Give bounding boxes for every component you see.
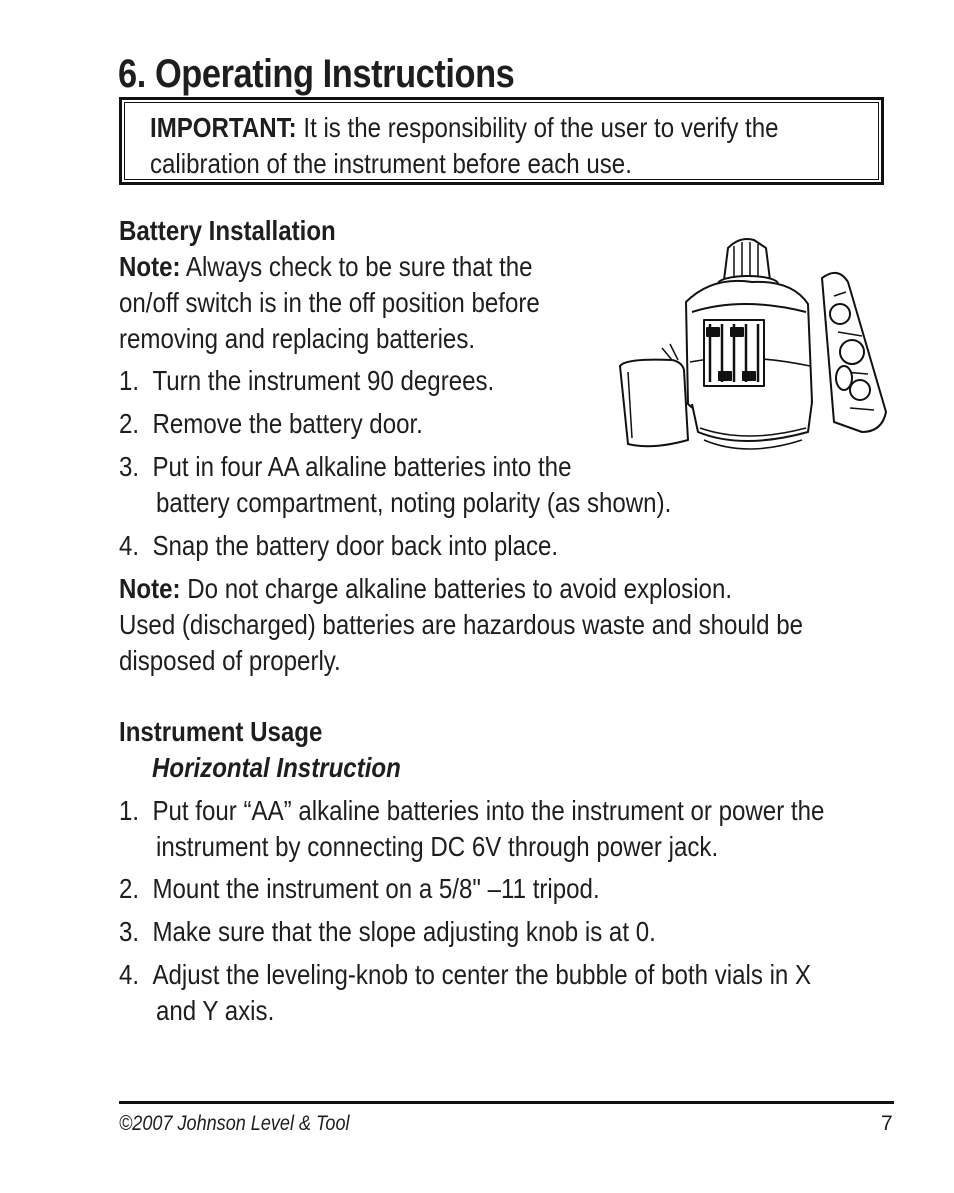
battery-step-4	[119, 528, 558, 564]
alkaline-note	[119, 571, 732, 607]
step-text: Remove the battery door.	[152, 408, 423, 439]
page-title: 6. Operating Instructions	[118, 52, 515, 96]
usage-step-4-continued: and Y axis.	[156, 995, 275, 1026]
step-number: 2.	[119, 408, 140, 439]
step-text: Turn the instrument 90 degrees.	[152, 365, 495, 396]
battery-step-2	[119, 406, 423, 442]
footer-copyright: ©2007 Johnson Level & Tool	[119, 1112, 350, 1135]
important-label: IMPORTANT:	[150, 112, 297, 143]
alkaline-note-line-2: Used (discharged) batteries are hazardous waste and should be	[119, 609, 804, 640]
step-text: Adjust the leveling-knob to center the bubble of both vials in X	[152, 959, 812, 990]
step-text: Snap the battery door back into place.	[152, 530, 559, 561]
important-notice-box	[119, 97, 884, 185]
usage-step-1	[119, 793, 824, 829]
instrument-usage-heading: Instrument Usage	[119, 716, 323, 747]
step-number: 4.	[119, 530, 140, 561]
horizontal-instruction-subheading: Horizontal Instruction	[152, 752, 401, 783]
usage-step-3	[119, 914, 656, 950]
battery-note-line-2: on/off switch is in the off position before	[119, 287, 540, 318]
battery-note	[119, 249, 533, 285]
step-number: 1.	[119, 795, 140, 826]
important-notice-text	[150, 110, 779, 182]
step-number: 1.	[119, 365, 140, 396]
step-text: Put four “AA” alkaline batteries into the instrument or power the	[152, 795, 825, 826]
step-number: 3.	[119, 451, 140, 482]
alkaline-note-line-3: disposed of properly.	[119, 645, 341, 676]
page-number: 7	[881, 1112, 893, 1135]
battery-installation-heading: Battery Installation	[119, 215, 336, 246]
battery-note-label: Note:	[119, 251, 181, 282]
important-line-2: calibration of the instrument before each use.	[150, 148, 632, 179]
alkaline-note-label: Note:	[119, 573, 181, 604]
step-text: Put in four AA alkaline batteries into the	[152, 451, 572, 482]
battery-note-line-3: removing and replacing batteries.	[119, 323, 476, 354]
step-number: 2.	[119, 873, 140, 904]
battery-step-3-continued: battery compartment, noting polarity (as shown).	[156, 487, 672, 518]
step-number: 3.	[119, 916, 140, 947]
step-text: Make sure that the slope adjusting knob is at 0.	[152, 916, 656, 947]
step-number: 4.	[119, 959, 140, 990]
instrument-battery-illustration	[612, 232, 892, 472]
battery-note-line-1: Always check to be sure that the	[180, 251, 533, 282]
usage-step-2	[119, 871, 600, 907]
battery-step-3	[119, 449, 571, 485]
alkaline-note-line-1: Do not charge alkaline batteries to avoid explosion.	[180, 573, 733, 604]
usage-step-1-continued: instrument by connecting DC 6V through power jack.	[156, 831, 719, 862]
important-line-1: It is the responsibility of the user to verify the	[296, 112, 779, 143]
footer-divider	[119, 1101, 894, 1104]
usage-step-4	[119, 957, 811, 993]
battery-step-1	[119, 363, 494, 399]
step-text: Mount the instrument on a 5/8" –11 tripod.	[152, 873, 600, 904]
